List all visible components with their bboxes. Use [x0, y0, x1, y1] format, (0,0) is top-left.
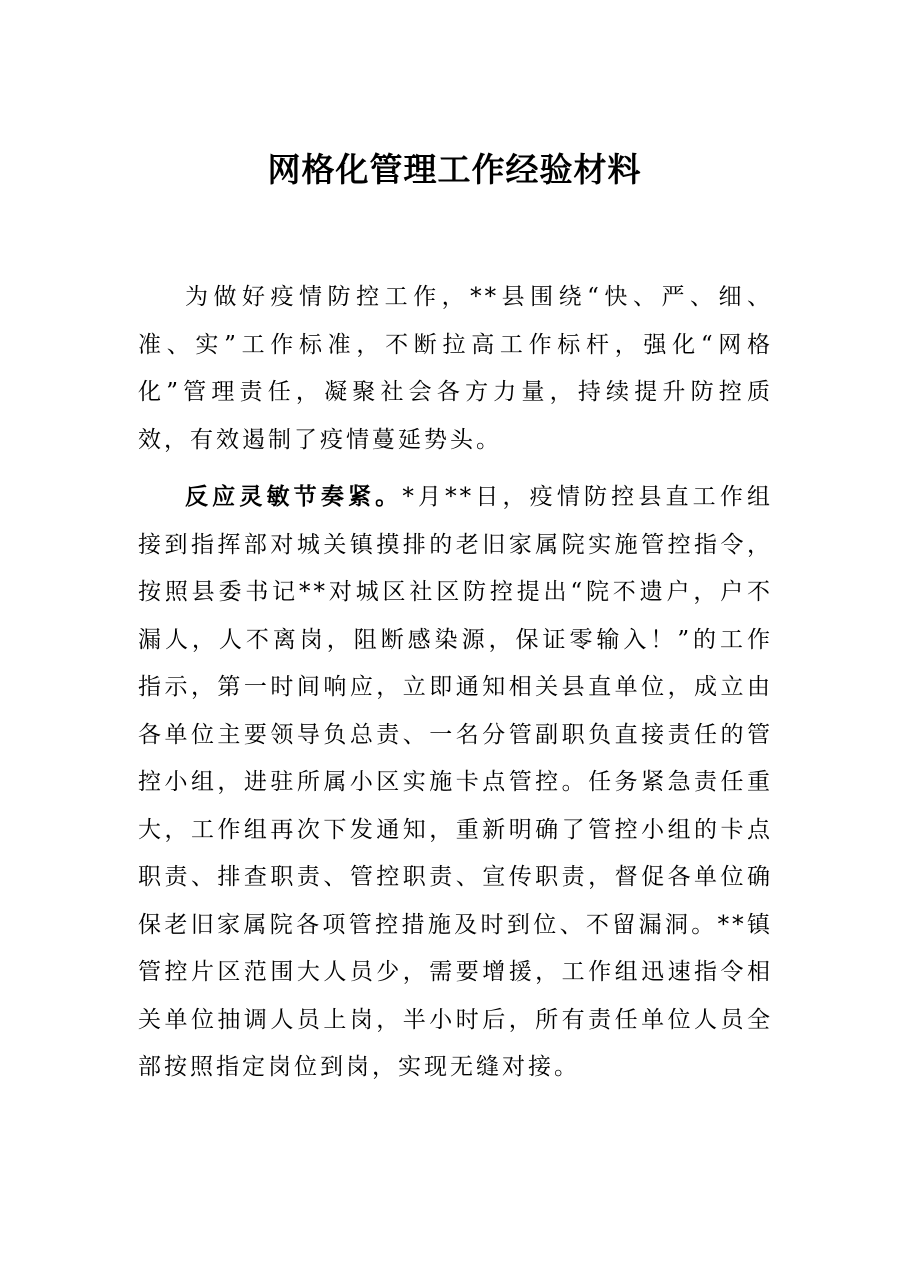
paragraph-body: *月**日，疫情防控县直工作组接到指挥部对城关镇摸排的老旧家属院实施管控指令，按照县委书记**对城区社区防控提出“院不遗户，户不漏人，人不离岗，阻断感染源，保证零输入！”的工作指示，第一时间响应，立即通知相关县直单位，成立由各单位主要领导负总责、一名分管副职负直接责任的管控小组，进驻所属小区实施卡点管控。任务紧急责任重大，工作组再次下发通知，重新明确了管控小组的卡点职责、排查职责、管控职责、宣传职责，督促各单位确保老旧家属院各项管控措施及时到位、不留漏洞。**镇管控片区范围大人员少，需要增援，工作组迅速指令相关单位抽调人员上岗，半小时后，所有责任单位人员全部按照指定岗位到岗，实现无缝对接。 — [138, 484, 774, 1080]
paragraph-heading: 反应灵敏节奏紧。 — [185, 484, 403, 510]
document-title: 网格化管理工作经验材料 — [267, 150, 642, 189]
paragraph-response — [138, 474, 773, 1092]
paragraph-intro: 为做好疫情防控工作，**县围绕“快、严、细、准、实”工作标准，不断拉高工作标杆，强化“网格化”管理责任，凝聚社会各方力量，持续提升防控质效，有效遏制了疫情蔓延势头。 — [138, 284, 773, 453]
